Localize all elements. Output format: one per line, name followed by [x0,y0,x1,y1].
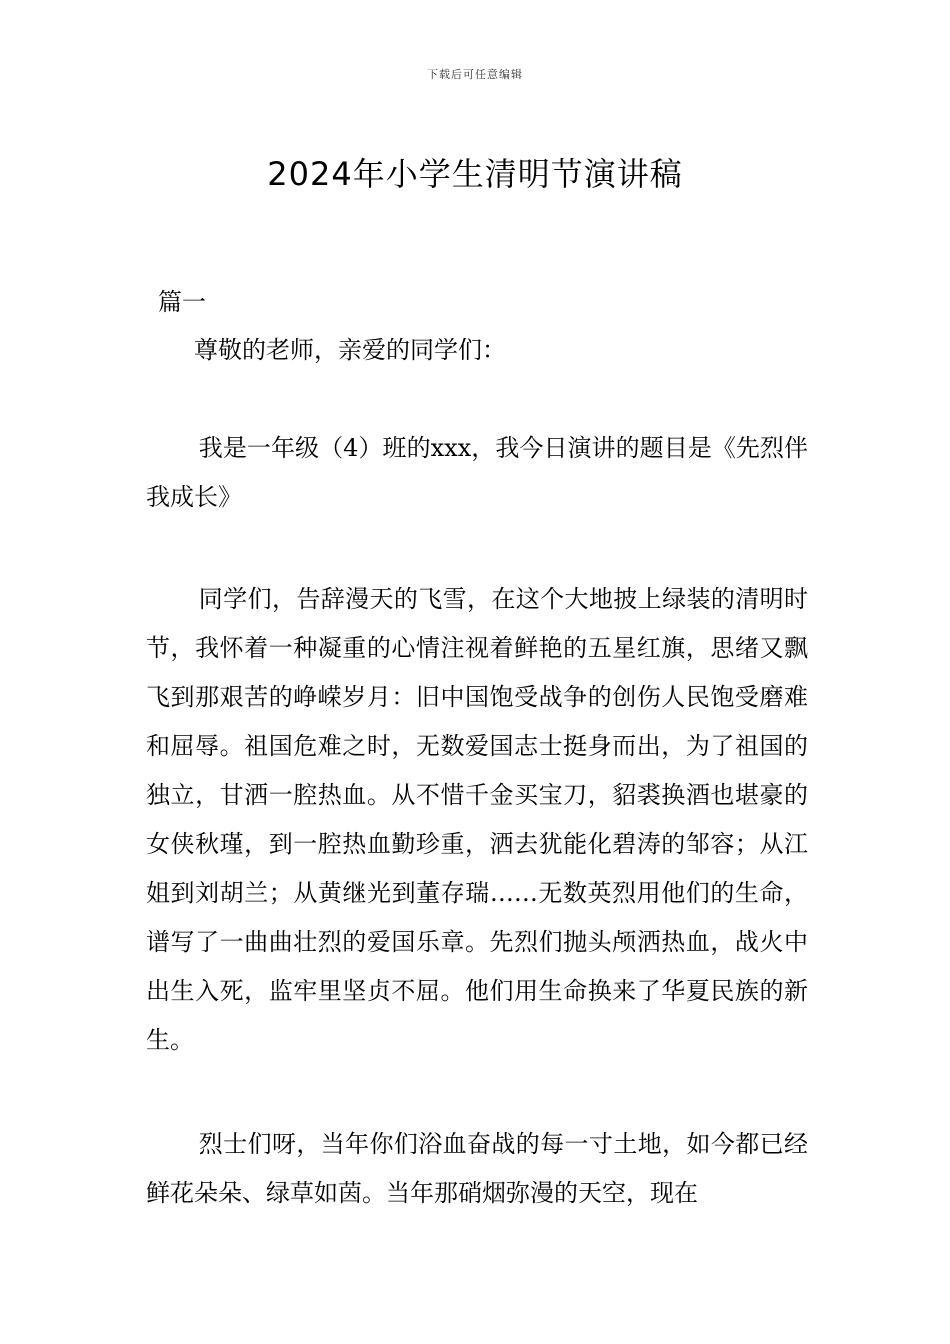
paragraph-body-2: 烈士们呀，当年你们浴血奋战的每一寸土地，如今都已经鲜花朵朵、绿草如茵。当年那硝烟弥漫的天空，现在 [146,1130,808,1207]
paragraph-body-1: 同学们，告辞漫天的飞雪，在这个大地披上绿装的清明时节，我怀着一种凝重的心情注视着鲜艳的五星红旗，思绪又飘飞到那艰苦的峥嵘岁月：旧中国饱受战争的创伤人民饱受磨难和屈辱。祖国危难之时，无数爱国志士挺身而出，为了祖国的独立，甘洒一腔热血。从不惜千金买宝刀，貂裘换酒也堪豪的女侠秋瑾，到一腔热血勤珍重，洒去犹能化碧涛的邹容；从江姐到刘胡兰；从黄继光到董存瑞……无数英烈用他们的生命，谱写了一曲曲壮烈的爱国乐章。先烈们抛头颅洒热血，战火中出生入死，监牢里坚贞不屈。他们用生命换来了华夏民族的新生。 [146,585,808,1054]
paragraph-intro: 我是一年级（4）班的xxx，我今日演讲的题目是《先烈伴我成长》 [146,434,808,511]
page-title: 2024年小学生清明节演讲稿 [267,155,683,194]
paragraph-greeting: 尊敬的老师，亲爱的同学们： [194,336,506,364]
section-label: 篇一 [158,288,206,316]
header-note: 下载后可任意编辑 [427,68,523,81]
